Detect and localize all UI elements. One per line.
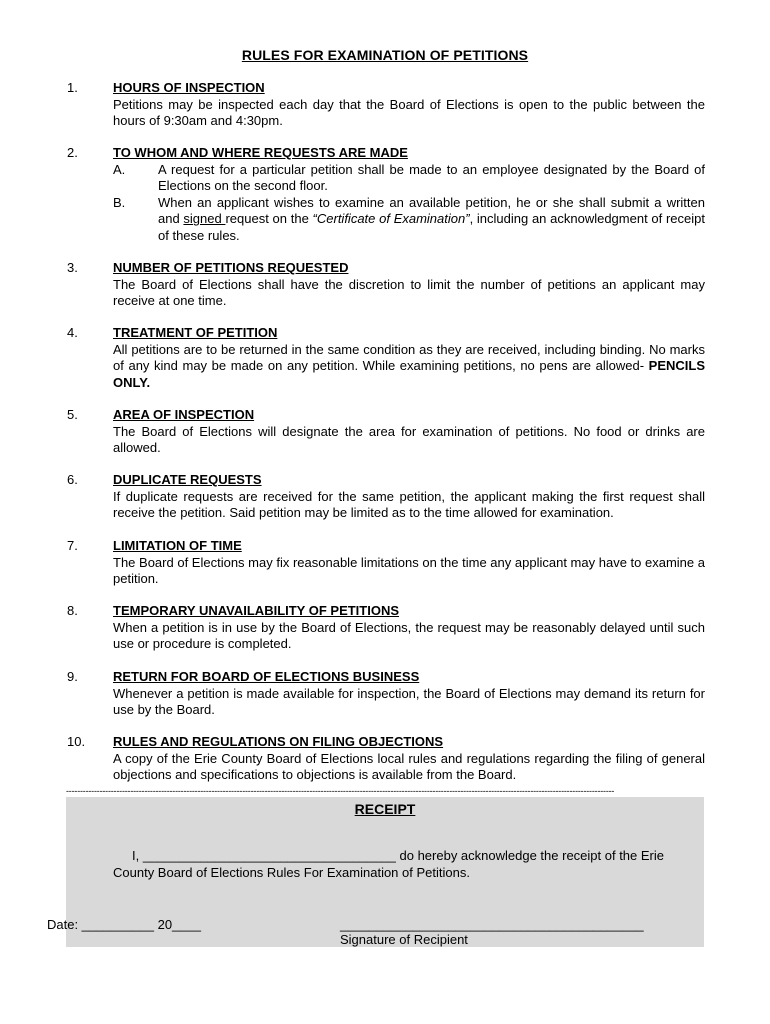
rule-subitem-b [113,195,705,245]
rule-text: The Board of Elections may fix reasonable limitations on the time any applicant may have to examine a petition. [113,554,705,587]
signature-field: __________________________________________ [340,917,644,932]
subitem-text-part: When an applicant wishes to examine an available petition, he or she shall submit a written and [158,194,705,227]
rule-bold-text: PENCILS ONLY. [113,358,705,390]
rule-number: 3. [67,260,78,275]
rule-heading: LIMITATION OF TIME [113,538,242,553]
subitem-label: A. [113,161,126,177]
rule-text [113,342,705,392]
rule-heading: RULES AND REGULATIONS ON FILING OBJECTIONS [113,734,444,749]
subitem-italic-text: “Certificate of Examination” [312,211,470,227]
receipt-line-2: County Board of Elections Rules For Examination of Petitions. [113,864,470,880]
rule-heading: TO WHOM AND WHERE REQUESTS ARE MADE [113,145,408,160]
separator-line: ---------------------------------------------------------------------------------------------------------------------------------------------------------------------------------------------------- [66,786,615,796]
date-field: Date: __________ 20____ [47,917,201,932]
subitem-label: B. [113,194,126,210]
rule-text: If duplicate requests are received for the same petition, the applicant making the first request shall receive the petition. Said petition may be limited as to the time allowed for examination. [113,488,705,521]
rule-heading: TEMPORARY UNAVAILABILITY OF PETITIONS [113,603,400,618]
rule-text: A copy of the Erie County Board of Elections local rules and regulations regarding the filing of general objections and specifications to objections is available from the Board. [113,750,705,783]
rule-text: The Board of Elections will designate the area for examination of petitions. No food or drinks are allowed. [113,423,705,456]
rule-text: Whenever a petition is made available for inspection, the Board of Elections may demand its return for use by the Board. [113,685,705,718]
subitem-text: A request for a particular petition shall be made to an employee designated by the Board of Elections on the second floor. [158,161,705,194]
rule-heading: RETURN FOR BOARD OF ELECTIONS BUSINESS [113,669,420,684]
subitem-text-part: request on the [225,211,313,227]
rule-number: 8. [67,603,78,618]
rule-text: When a petition is in use by the Board of Elections, the request may be reasonably delayed until such use or procedure is completed. [113,619,705,652]
rule-number: 4. [67,325,78,340]
rule-number: 2. [67,145,78,160]
rule-text: Petitions may be inspected each day that the Board of Elections is open to the public between the hours of 9:30am and 4:30pm. [113,96,705,129]
rule-number: 6. [67,472,78,487]
rule-number: 9. [67,669,78,684]
rule-text: The Board of Elections shall have the discretion to limit the number of petitions an applicant may receive at one time. [113,276,705,309]
subitem-text [158,195,705,245]
rule-heading: HOURS OF INSPECTION [113,80,265,95]
rule-text-part: All petitions are to be returned in the same condition as they are received, including binding. No marks of any kind may be made on any petition. While examining petitions, no pens are allowed- [113,341,705,374]
document-title: RULES FOR EXAMINATION OF PETITIONS [241,47,529,63]
rule-subitem-a [113,162,705,195]
receipt-acknowledgment [113,848,693,881]
subitem-text-part: , including an acknowledgment of receipt of these rules. [158,211,705,243]
rule-number: 5. [67,407,78,422]
rule-heading: NUMBER OF PETITIONS REQUESTED [113,260,349,275]
rule-heading: DUPLICATE REQUESTS [113,472,262,487]
receipt-title: RECEIPT [354,801,416,817]
subitem-underlined-text: signed [183,211,226,227]
rule-number: 7. [67,538,78,553]
rule-heading: TREATMENT OF PETITION [113,325,278,340]
signature-label: Signature of Recipient [340,932,468,947]
receipt-line-1: I, ___________________________________ do hereby acknowledge the receipt of the Erie [132,848,664,863]
rule-heading: AREA OF INSPECTION [113,407,255,422]
rule-number: 1. [67,80,78,95]
rule-number: 10. [67,734,86,749]
